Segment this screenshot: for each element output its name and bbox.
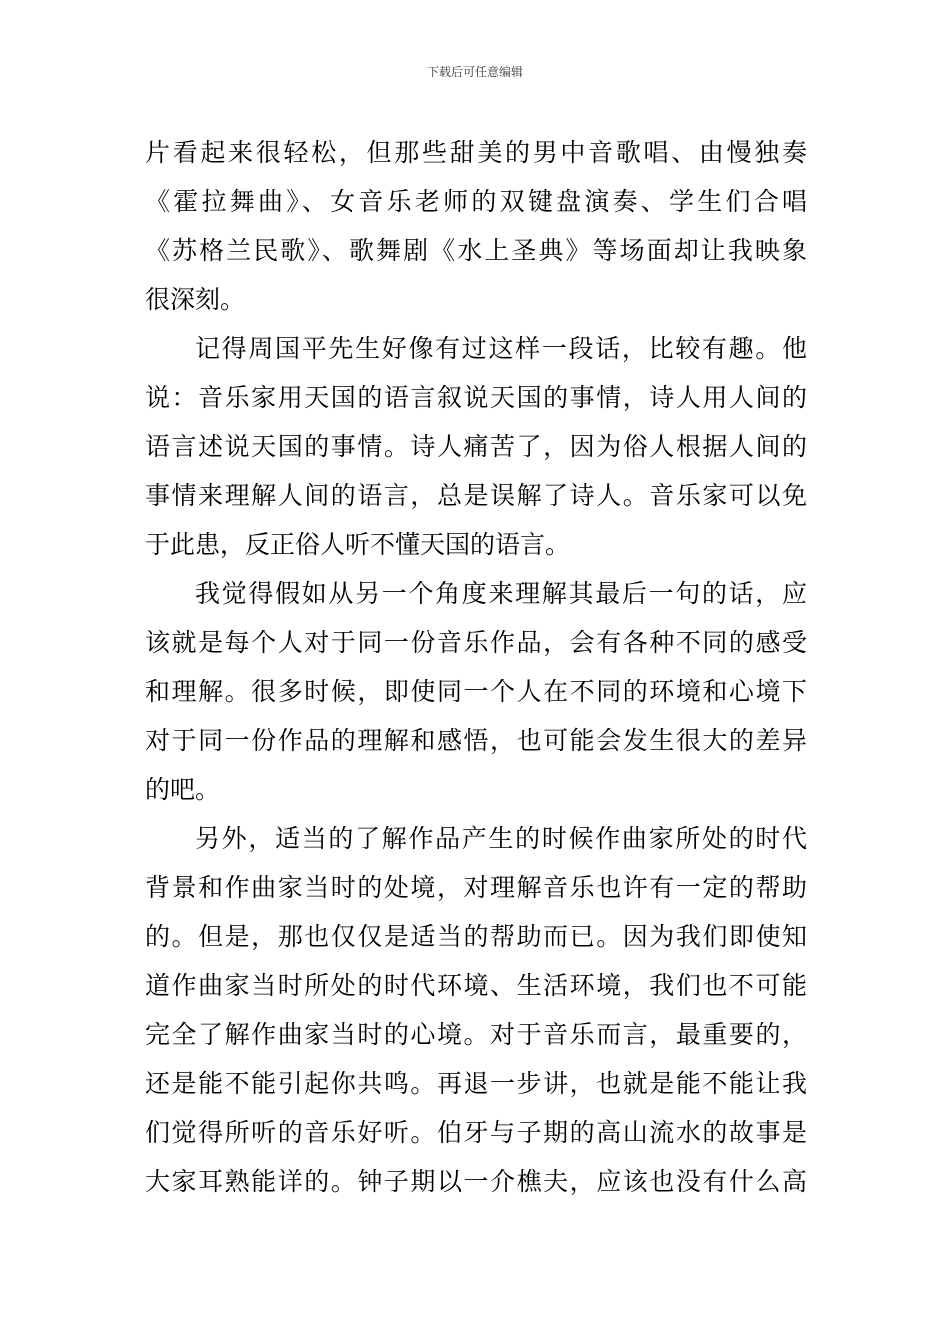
- text-line: 的吧。: [145, 775, 221, 804]
- text-line: 《霍拉舞曲》、女音乐老师的双键盘演奏、学生们合唱: [145, 187, 807, 216]
- text-line: 还是能不能引起你共鸣。再退一步讲，也就是能不能让我: [145, 1069, 807, 1098]
- text-line: 们觉得所听的音乐好听。伯牙与子期的高山流水的故事是: [145, 1118, 807, 1147]
- page-header: 下载后可任意编辑: [426, 65, 523, 79]
- text-line: 另外，适当的了解作品产生的时候作曲家所处的时代: [195, 824, 807, 853]
- text-line: 语言述说天国的事情。诗人痛苦了，因为俗人根据人间的: [145, 432, 807, 461]
- paragraph-2: [145, 324, 807, 569]
- text-line: 《苏格兰民歌》、歌舞剧《水上圣典》等场面却让我映象: [145, 236, 807, 265]
- text-line: 的。但是，那也仅仅是适当的帮助而已。因为我们即使知: [145, 922, 807, 951]
- text-line: 该就是每个人对于同一份音乐作品，会有各种不同的感受: [145, 628, 807, 657]
- text-line: 事情来理解人间的语言，总是误解了诗人。音乐家可以免: [145, 481, 807, 510]
- text-line: 完全了解作曲家当时的心境。对于音乐而言，最重要的，: [145, 1020, 807, 1049]
- text-line: 很深刻。: [145, 285, 246, 314]
- paragraph-3: [145, 569, 807, 814]
- text-line: 片看起来很轻松，但那些甜美的男中音歌唱、由慢独奏: [145, 138, 807, 167]
- text-line: 背景和作曲家当时的处境，对理解音乐也许有一定的帮助: [145, 873, 807, 902]
- text-line: 于此患，反正俗人听不懂天国的语言。: [145, 530, 571, 559]
- text-line: 对于同一份作品的理解和感悟，也可能会发生很大的差异: [145, 726, 807, 755]
- document-body: [145, 128, 807, 1206]
- text-line: 我觉得假如从另一个角度来理解其最后一句的话，应: [195, 579, 807, 608]
- paragraph-4: [145, 814, 807, 1206]
- text-line: 道作曲家当时所处的时代环境、生活环境，我们也不可能: [145, 971, 807, 1000]
- text-line: 记得周国平先生好像有过这样一段话，比较有趣。他: [195, 334, 807, 363]
- text-line: 说：音乐家用天国的语言叙说天国的事情，诗人用人间的: [145, 383, 807, 412]
- text-line: 和理解。很多时候，即使同一个人在不同的环境和心境下: [145, 677, 807, 706]
- text-line: 大家耳熟能详的。钟子期以一介樵夫，应该也没有什么高: [145, 1167, 807, 1196]
- paragraph-1: [145, 128, 807, 324]
